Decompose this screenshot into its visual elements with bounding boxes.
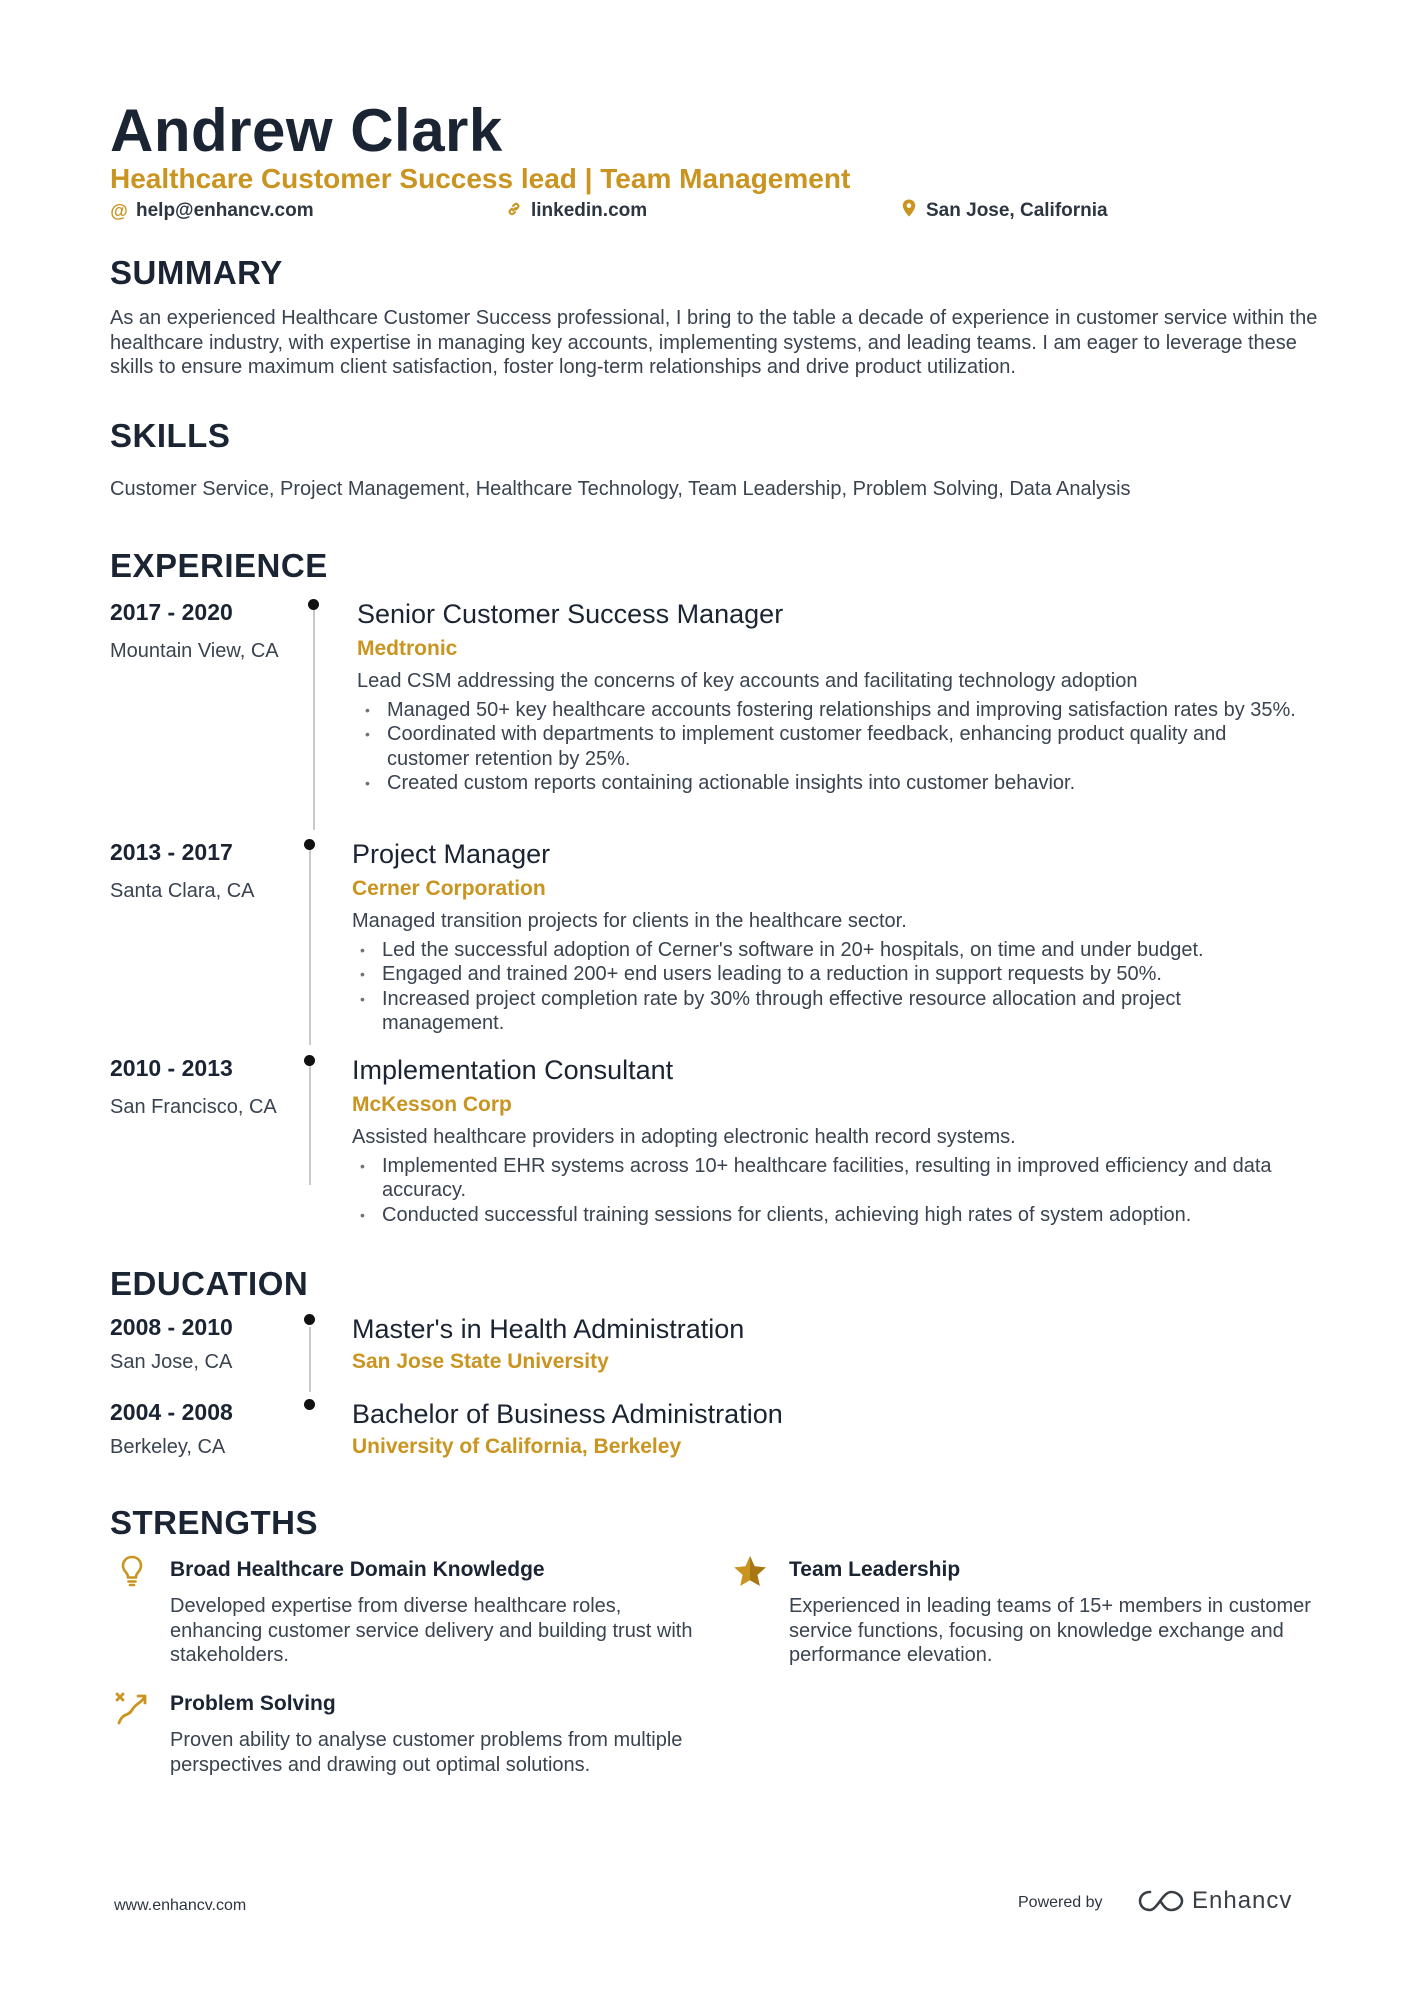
list-item: • Implemented EHR systems across 10+ healthcare facilities, resulting in improved efficiency and data accuracy. <box>352 1154 1327 1203</box>
job-description: Managed transition projects for clients in the healthcare sector. <box>352 910 907 932</box>
edu-location: Berkeley, CA <box>110 1436 226 1458</box>
strength-title: Problem Solving <box>170 1692 336 1715</box>
job-location: Mountain View, CA <box>110 640 279 662</box>
summary-heading: SUMMARY <box>110 254 283 291</box>
school-name: San Jose State University <box>352 1350 609 1373</box>
list-item: • Increased project completion rate by 30% through effective resource allocation and project management. <box>352 987 1302 1036</box>
summary-text: As an experienced Healthcare Customer Success professional, I bring to the table a decade of experience in customer service within the healthcare industry, with expertise in managing key accounts, implementing systems, and leading teams. I am eager to leverage these skills to ensure maximum client satisfaction, foster long-term relationships and drive product utilization. <box>110 307 1318 378</box>
timeline-line <box>309 1327 311 1392</box>
edu-dates: 2004 - 2008 <box>110 1399 233 1425</box>
location-text: San Jose, California <box>926 200 1108 221</box>
job-dates: 2017 - 2020 <box>110 599 233 625</box>
list-item: • Led the successful adoption of Cerner's software in 20+ hospitals, on time and under budget. <box>352 938 1302 962</box>
job-dates: 2010 - 2013 <box>110 1055 233 1081</box>
job-description: Lead CSM addressing the concerns of key accounts and facilitating technology adoption <box>357 670 1138 692</box>
email-text: help@enhancv.com <box>136 200 314 221</box>
skills-heading: SKILLS <box>110 417 231 454</box>
timeline-line <box>309 1060 311 1185</box>
link-icon <box>505 198 523 224</box>
edu-location: San Jose, CA <box>110 1351 233 1373</box>
list-item: • Created custom reports containing actionable insights into customer behavior. <box>357 771 1307 795</box>
timeline-dot <box>304 839 315 850</box>
list-item: • Managed 50+ key healthcare accounts fostering relationships and improving satisfaction rates by 35%. <box>357 698 1307 722</box>
enhancv-logo[interactable] <box>1138 1884 1292 1918</box>
education-heading: EDUCATION <box>110 1265 309 1302</box>
job-bullets <box>352 938 1302 1035</box>
route-icon <box>114 1690 148 1724</box>
brand-name: Enhancv <box>1192 1887 1293 1914</box>
strength-title: Team Leadership <box>789 1558 961 1581</box>
at-icon: @ <box>110 201 128 221</box>
job-title: Project Manager <box>352 839 551 869</box>
strength-description: Developed expertise from diverse healthcare roles, enhancing customer service delivery and building trust with stakeholders. <box>170 1595 693 1666</box>
list-item: • Coordinated with departments to implement customer feedback, enhancing product quality and customer retention by 25%. <box>357 722 1307 771</box>
footer-url[interactable]: www.enhancv.com <box>114 1897 247 1914</box>
powered-by-label: Powered by <box>1018 1894 1103 1911</box>
timeline-dot <box>304 1314 315 1325</box>
degree-title: Bachelor of Business Administration <box>352 1399 783 1429</box>
strength-title: Broad Healthcare Domain Knowledge <box>170 1558 545 1581</box>
infinity-logo-icon <box>1138 1888 1184 1914</box>
job-location: San Francisco, CA <box>110 1096 277 1118</box>
degree-title: Master's in Health Administration <box>352 1314 745 1344</box>
school-name: University of California, Berkeley <box>352 1435 682 1458</box>
lightbulb-icon <box>115 1554 149 1588</box>
strength-description: Experienced in leading teams of 15+ members in customer service functions, focusing on knowledge exchange and performance elevation. <box>789 1595 1311 1666</box>
job-bullets <box>357 698 1307 795</box>
timeline-dot <box>304 1399 315 1410</box>
timeline-dot <box>304 1055 315 1066</box>
job-location: Santa Clara, CA <box>110 880 255 902</box>
job-bullets <box>352 1154 1327 1227</box>
candidate-name: Andrew Clark <box>110 97 503 164</box>
job-title: Senior Customer Success Manager <box>357 599 784 629</box>
contact-link[interactable] <box>505 198 647 224</box>
star-icon <box>732 1554 766 1588</box>
job-title: Implementation Consultant <box>352 1055 674 1085</box>
experience-heading: EXPERIENCE <box>110 547 328 584</box>
timeline-dot <box>308 599 319 610</box>
job-description: Assisted healthcare providers in adopting electronic health record systems. <box>352 1126 1016 1148</box>
job-dates: 2013 - 2017 <box>110 839 233 865</box>
candidate-headline: Healthcare Customer Success lead | Team Management <box>110 163 851 194</box>
list-item: • Engaged and trained 200+ end users leading to a reduction in support requests by 50%. <box>352 962 1302 986</box>
timeline-line <box>313 605 315 830</box>
contact-email[interactable] <box>110 198 314 224</box>
strengths-heading: STRENGTHS <box>110 1504 319 1541</box>
contact-location <box>900 198 1108 224</box>
strength-description: Proven ability to analyse customer problems from multiple perspectives and drawing out optimal solutions. <box>170 1729 683 1776</box>
company-name: Cerner Corporation <box>352 877 546 900</box>
list-item: • Conducted successful training sessions for clients, achieving high rates of system adoption. <box>352 1203 1327 1227</box>
timeline-line <box>309 845 311 1045</box>
edu-dates: 2008 - 2010 <box>110 1314 233 1340</box>
skills-text: Customer Service, Project Management, Healthcare Technology, Team Leadership, Problem Solving, Data Analysis <box>110 478 1131 500</box>
link-text: linkedin.com <box>531 200 648 221</box>
company-name: McKesson Corp <box>352 1093 512 1116</box>
company-name: Medtronic <box>357 637 458 660</box>
location-pin-icon <box>900 198 918 224</box>
